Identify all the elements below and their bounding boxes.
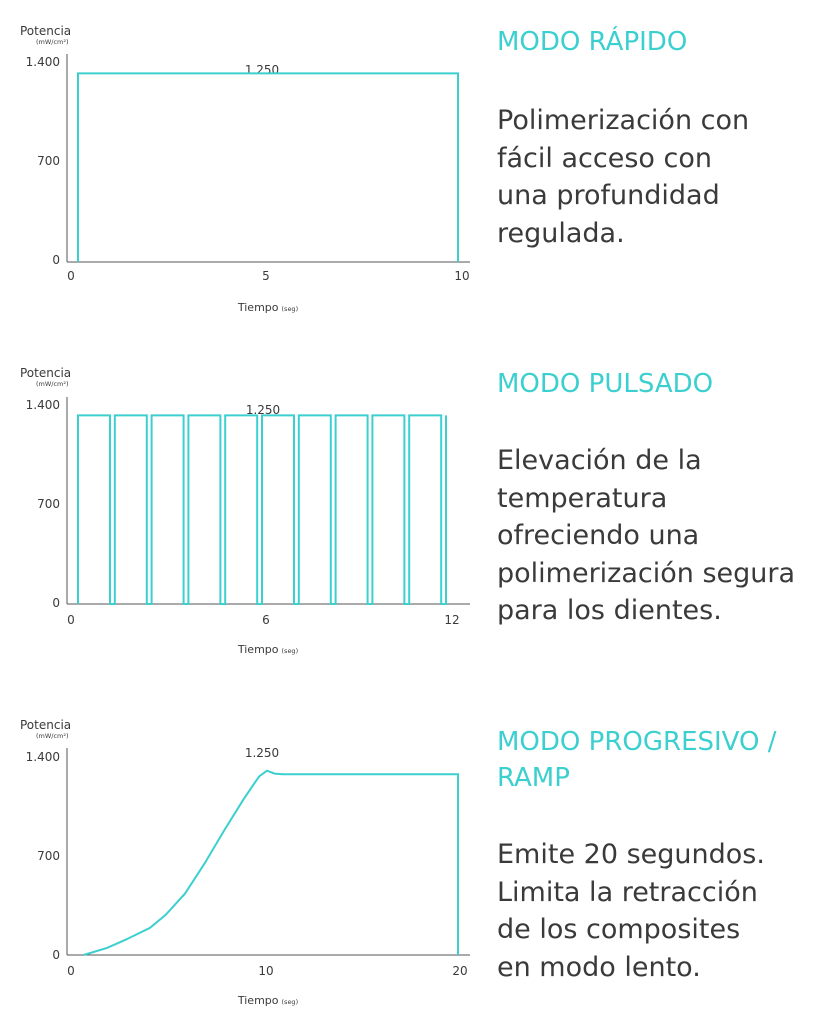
x-tick-start: 0 — [67, 269, 75, 283]
mode-text-line: Emite 20 segundos. — [497, 839, 765, 870]
y-tick-mid: 700 — [37, 497, 60, 511]
x-tick-start: 0 — [67, 613, 75, 627]
chart-pulsado — [0, 342, 490, 682]
y-tick-zero: 0 — [52, 253, 60, 267]
x-tick-mid: 5 — [262, 269, 270, 283]
value-label: 1.250 — [244, 63, 280, 77]
x-axis-label: Tiempo (seg) — [237, 643, 299, 656]
x-tick-mid: 10 — [258, 964, 274, 978]
mode-text-line: de los composites — [497, 914, 741, 945]
y-axis-unit: (mW/cm²) — [36, 38, 69, 46]
description-rapido — [497, 24, 812, 252]
y-axis-label: Potencia — [20, 718, 72, 732]
panel-rapido — [0, 0, 818, 340]
x-axis-label: Tiempo (seg) — [237, 994, 299, 1007]
y-axis-unit: (mW/cm²) — [36, 380, 69, 388]
mode-text-line: regulada. — [497, 217, 625, 249]
chart-rapido — [0, 0, 490, 340]
value-label: 1.250 — [245, 403, 281, 417]
value-label: 1.250 — [244, 746, 280, 760]
power-series-line — [78, 415, 446, 604]
panel-pulsado — [0, 342, 818, 682]
power-series-line — [84, 771, 458, 955]
power-series-line — [78, 73, 458, 262]
y-axis-label: Potencia — [20, 366, 72, 380]
mode-title: MODO PROGRESIVO / — [497, 727, 777, 757]
mode-text-line: ofreciendo una — [497, 520, 700, 551]
mode-title: MODO RÁPIDO — [497, 27, 688, 57]
x-tick-end: 20 — [452, 964, 468, 978]
mode-text-line: una profundidad — [497, 180, 720, 211]
mode-text-line: temperatura — [497, 482, 668, 514]
panel-progresivo — [0, 690, 818, 1030]
x-tick-start: 0 — [67, 964, 75, 978]
y-tick-zero: 0 — [52, 596, 60, 610]
mode-text-line: polimerización segura — [497, 557, 796, 589]
x-axis-label: Tiempo (seg) — [237, 301, 299, 314]
y-tick-zero: 0 — [52, 948, 60, 962]
mode-title-continued: RAMP — [497, 763, 570, 793]
y-axis-label: Potencia — [20, 24, 72, 38]
chart-progresivo — [0, 690, 490, 1030]
x-tick-mid: 6 — [262, 613, 270, 627]
description-pulsado — [497, 366, 812, 630]
mode-text-line: Elevación de la — [497, 445, 702, 476]
y-tick-mid: 700 — [37, 849, 60, 863]
description-progresivo — [497, 724, 812, 986]
mode-text-line: para los dientes. — [497, 595, 722, 626]
x-tick-end: 12 — [444, 613, 460, 627]
mode-text-line: en modo lento. — [497, 951, 701, 983]
mode-text-line: fácil acceso con — [497, 142, 712, 174]
y-tick-max: 1.400 — [25, 398, 60, 412]
mode-text-line: Limita la retracción — [497, 876, 758, 908]
y-tick-max: 1.400 — [25, 55, 60, 69]
y-tick-mid: 700 — [37, 154, 60, 168]
y-tick-max: 1.400 — [25, 750, 60, 764]
x-tick-end: 10 — [454, 269, 470, 283]
mode-title: MODO PULSADO — [497, 369, 714, 399]
y-axis-unit: (mW/cm²) — [36, 732, 69, 740]
mode-text-line: Polimerización con — [497, 105, 750, 136]
